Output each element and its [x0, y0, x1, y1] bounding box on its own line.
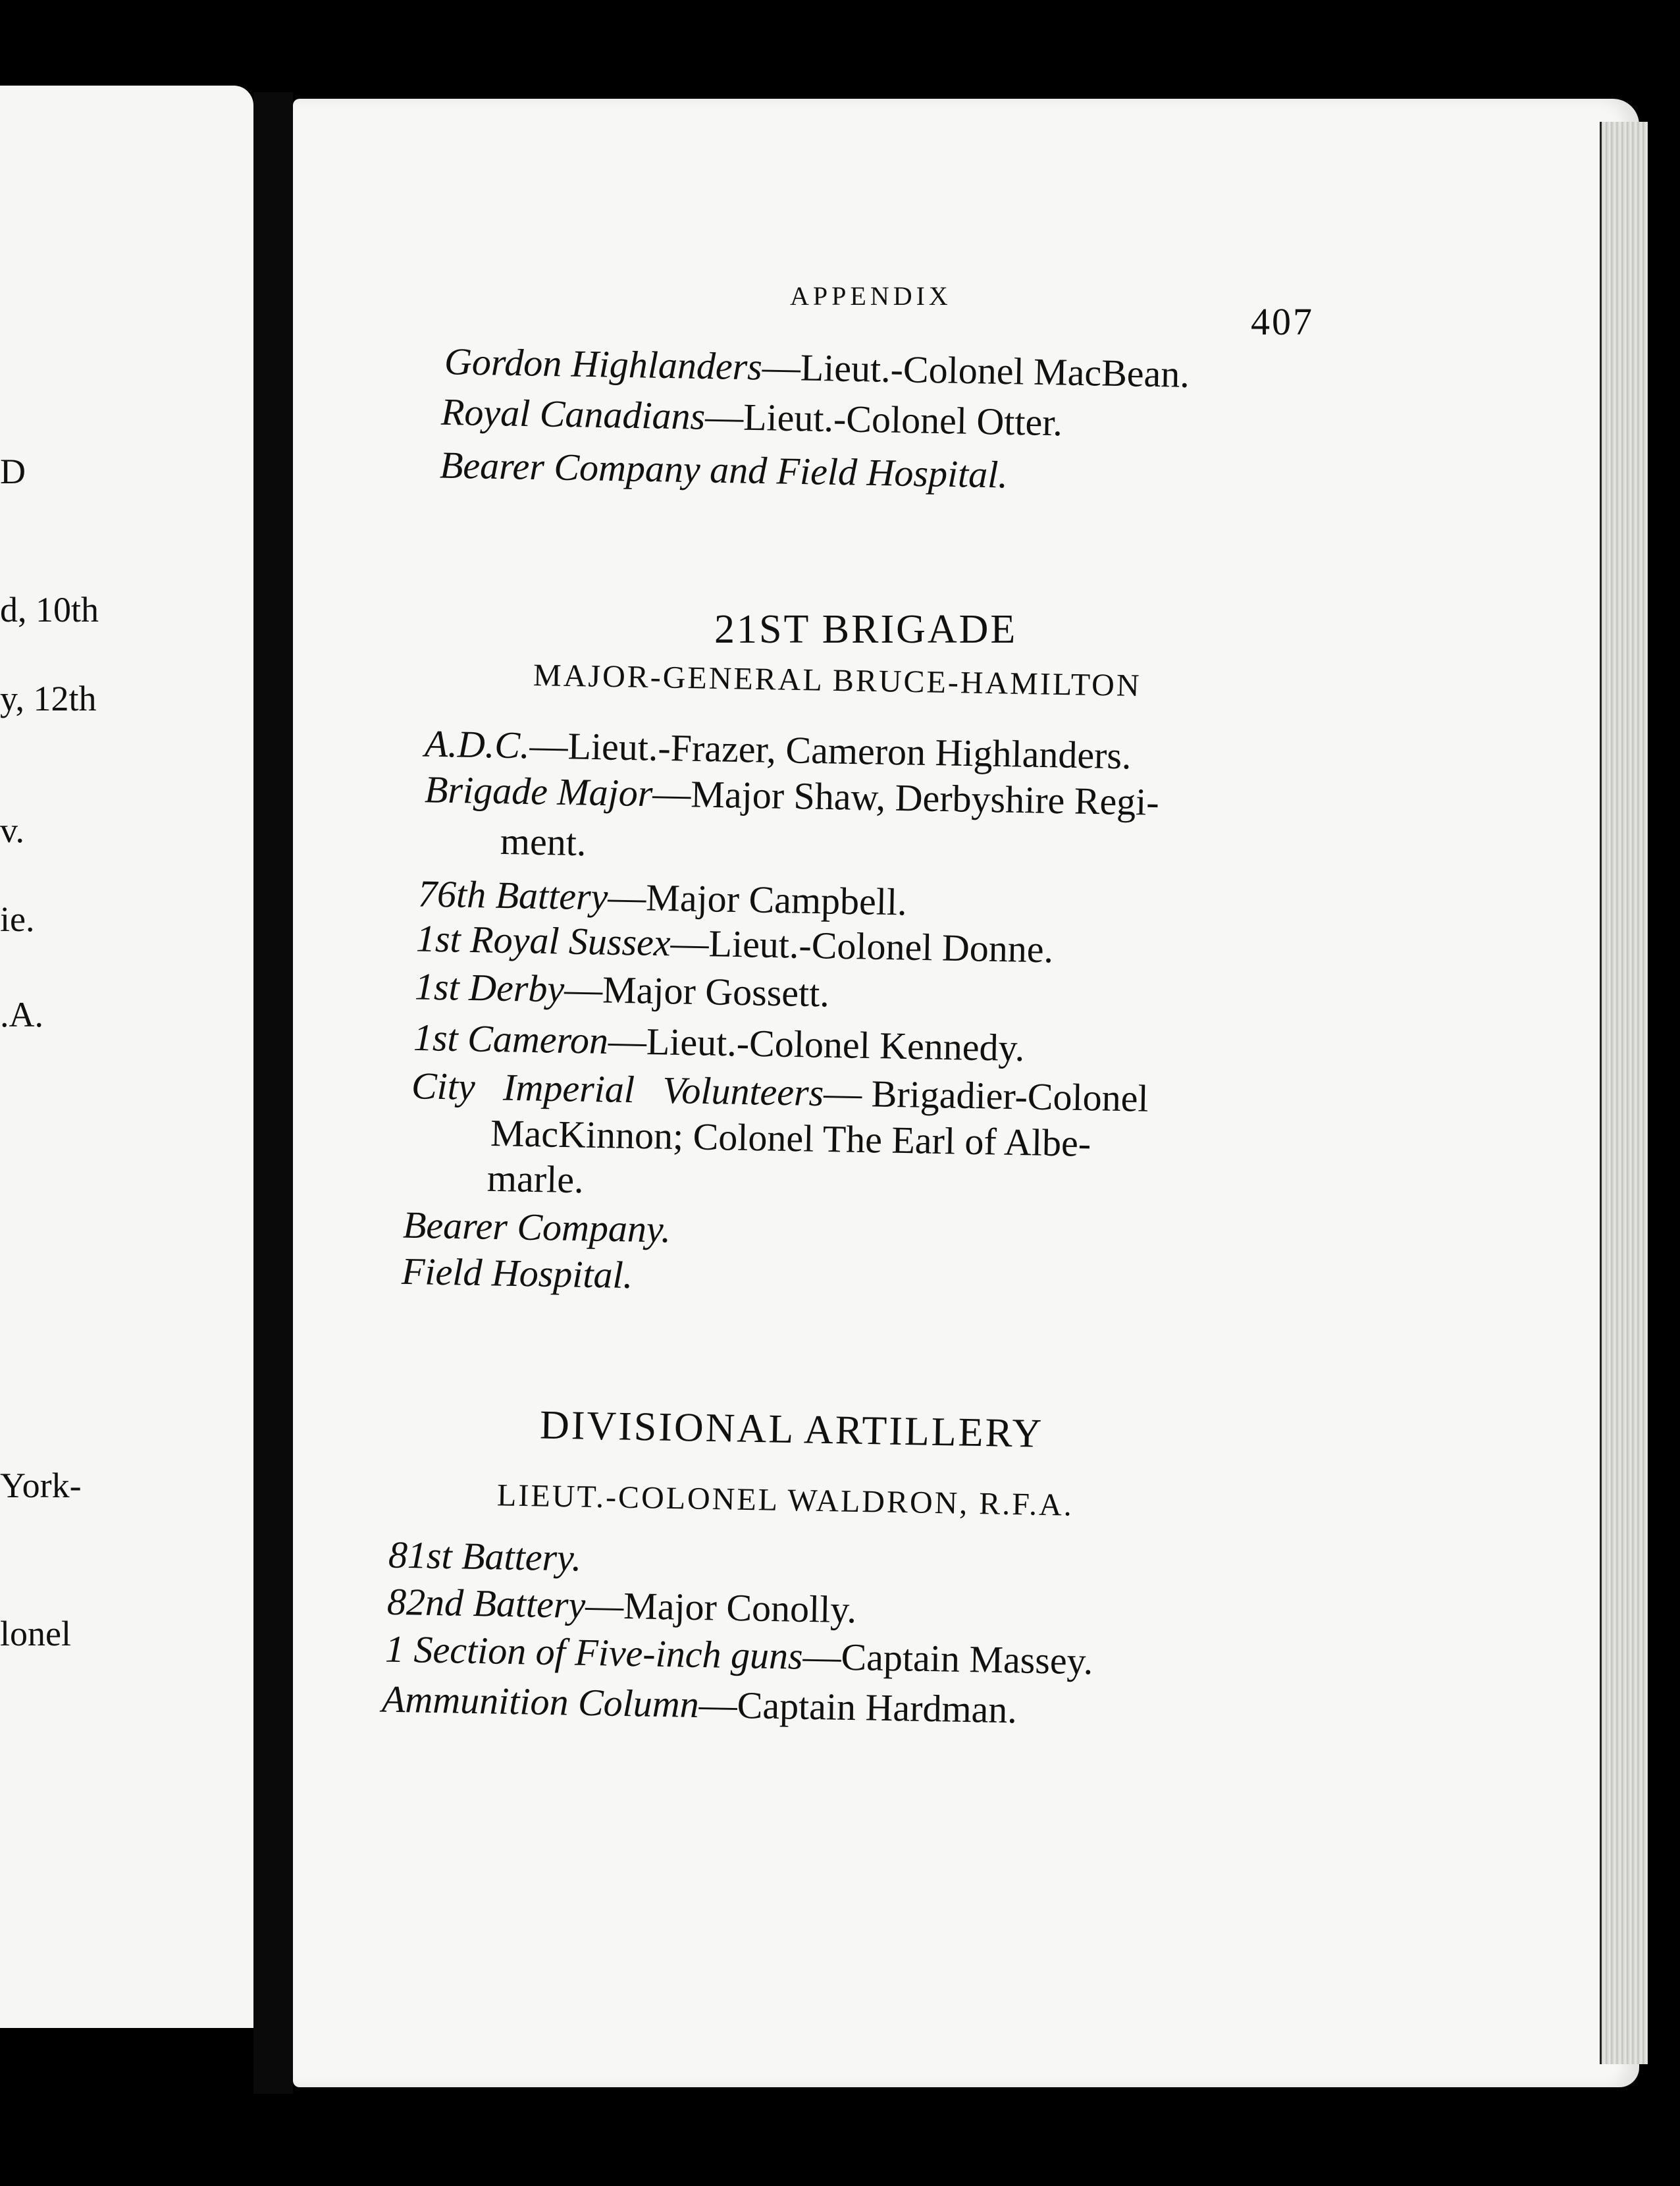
unit-name: Royal Canadians: [440, 390, 706, 438]
section-heading: 21ST BRIGADE: [714, 607, 1018, 652]
commander-name: —Lieut.-Colonel Kennedy.: [608, 1019, 1025, 1070]
unit-name: Field Hospital.: [401, 1249, 633, 1297]
left-page-fragment: [0, 86, 253, 2028]
entry-line: [401, 1249, 633, 1297]
commander-name: —Captain Hardman.: [698, 1682, 1018, 1732]
unit-name: Brigade Major: [424, 768, 653, 815]
commander-name: — Brigadier-Colonel: [823, 1071, 1149, 1120]
entry-continuation: marle.: [486, 1156, 585, 1202]
entry-line: [386, 1580, 857, 1632]
unit-name: 81st Battery.: [388, 1533, 582, 1580]
commander-name: —Lieut.-Colonel MacBean.: [762, 345, 1190, 396]
unit-name: Ammunition Column: [381, 1677, 700, 1726]
unit-name: A.D.C.: [424, 722, 531, 767]
entry-line: [439, 443, 1009, 496]
unit-name: 1st Royal Sussex: [415, 917, 671, 965]
left-fragment-text: York-: [0, 1466, 82, 1505]
left-fragment-text: d, 10th: [0, 590, 99, 629]
section-commander: MAJOR-GENERAL BRUCE-HAMILTON: [533, 657, 1142, 704]
entry-continuation: MacKinnon; Colonel The Earl of Albe-: [490, 1111, 1091, 1165]
unit-name: 1st Derby: [414, 965, 565, 1011]
left-fragment-text: v.: [0, 811, 24, 850]
left-fragment-text: y, 12th: [0, 679, 97, 718]
entry-line: [414, 965, 830, 1015]
section-commander: LIEUT.-COLONEL WALDRON, R.F.A.: [496, 1478, 1074, 1523]
book-gutter: [253, 92, 293, 2094]
page-number: 407: [1251, 300, 1314, 343]
unit-name: 1st Cameron: [413, 1015, 609, 1063]
entry-line: [388, 1533, 582, 1580]
unit-name: Gordon Highlanders: [444, 340, 763, 388]
entry-continuation: ment.: [500, 819, 587, 865]
entry-line: [440, 390, 1063, 444]
unit-name: Bearer Company and Field Hospital.: [439, 443, 1009, 496]
running-title: APPENDIX: [790, 281, 952, 311]
entry-line: [402, 1203, 671, 1251]
entry-line: [417, 872, 908, 924]
left-fragment-text: ie.: [0, 899, 35, 939]
left-fragment-text: D: [0, 452, 26, 491]
commander-name: —Major Gossett.: [564, 967, 830, 1015]
commander-name: —Major Campbell.: [607, 875, 908, 924]
unit-name: Bearer Company.: [402, 1203, 671, 1251]
left-fragment-text: .A.: [0, 995, 43, 1034]
section-heading: DIVISIONAL ARTILLERY: [539, 1402, 1044, 1456]
entry-line: [413, 1015, 1025, 1070]
unit-name: 82nd Battery: [386, 1580, 586, 1627]
unit-name: 76th Battery: [417, 872, 608, 919]
unit-name: City Imperial Volunteers: [411, 1064, 824, 1115]
page-edge: [1600, 122, 1648, 2064]
commander-name: —Major Conolly.: [585, 1584, 857, 1632]
commander-name: —Lieut.-Colonel Donne.: [670, 921, 1054, 971]
unit-name: 1 Section of Five-inch guns: [384, 1627, 804, 1678]
left-fragment-text: lonel: [0, 1614, 71, 1653]
commander-name: —Lieut.-Frazer, Cameron Highlanders.: [529, 724, 1132, 778]
commander-name: —Lieut.-Colonel Otter.: [704, 394, 1063, 444]
commander-name: —Major Shaw, Derbyshire Regi-: [652, 772, 1160, 824]
commander-name: —Captain Massey.: [802, 1634, 1093, 1683]
